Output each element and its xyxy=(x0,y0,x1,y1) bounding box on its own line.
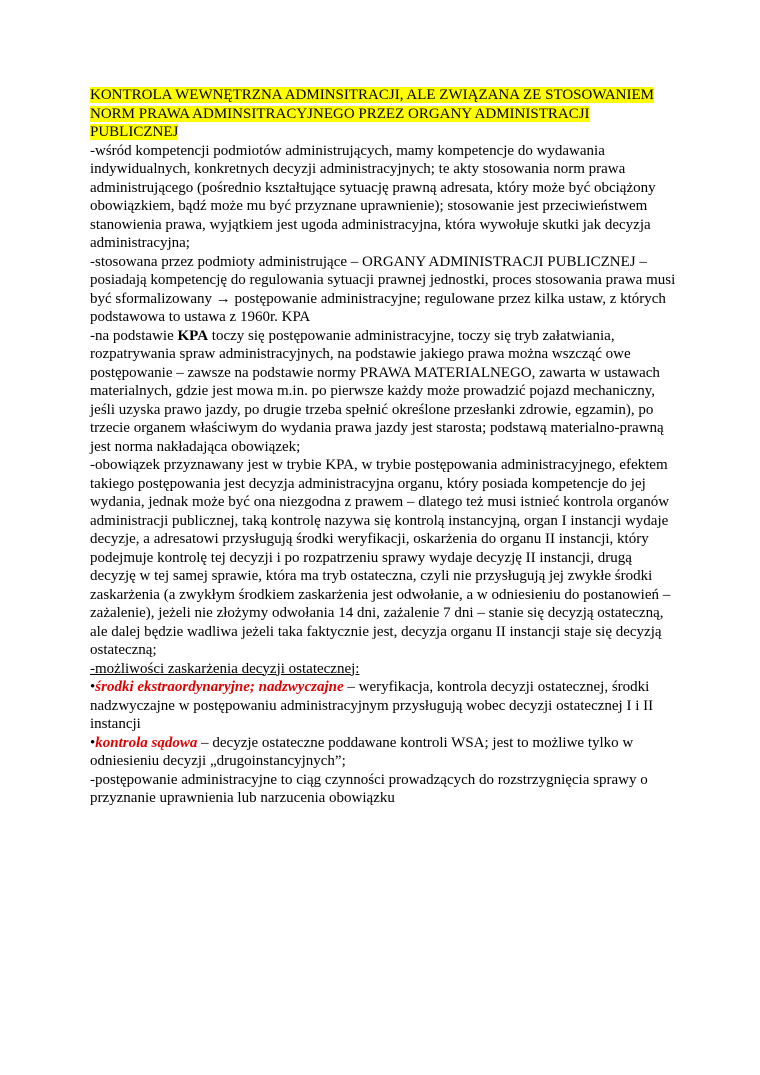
bullet-marker: • xyxy=(90,734,96,751)
paragraph-kpa-procedure xyxy=(90,327,676,457)
red-emphasis-text: środki ekstraordynaryjne; nadzwyczajne xyxy=(95,679,344,695)
bullet-item-extraordinary-measures xyxy=(90,678,676,734)
bullet-item-judicial-control xyxy=(90,734,676,771)
paragraph-text: -wśród kompetencji podmiotów administrujących, mamy kompetencje do wydawania indywidualnych, konkretnych decyzji administracyjnych; te akty stosowania norm prawa administrującego (pośrednio kształtujące sytuację prawną adresata, który może być obciążony obowiązkiem, bądź może mu być przyznane uprawnienie); stosowanie jest przeciwieństwem stanowienia prawa, wyjątkiem jest ugoda administracyjna, która wywołuje skutki jak decyzja administracyjna; xyxy=(90,142,656,251)
paragraph-text: toczy się postępowanie administracyjne, toczy się tryb załatwiania, rozpatrywania spraw administracyjnych, na podstawie jakiego prawa można wszcząć owe postępowanie – zawsze na podstawie normy PRAWA MATERIALNEGO, zawarta w ustawach materialnych, gdzie jest mowa m.in. po pierwsze każdy może prowadzić pojazd mechaniczny, jeśli uzyska prawo jazdy, po drugie trzeba spełnić określone przesłanki zdrowie, egzamin), po trzecie organem właściwym do wydania prawa jazdy jest starosta; podstawą materialno-prawną jest norma nakładająca obowiązek; xyxy=(90,327,664,455)
document-title xyxy=(90,86,676,142)
document-content xyxy=(90,86,676,808)
paragraph-instance-control xyxy=(90,456,676,660)
bullet-marker: • xyxy=(90,679,96,695)
paragraph-text: -na podstawie xyxy=(90,327,178,344)
paragraph-text: -postępowanie administracyjne to ciąg czynności prowadzących do rozstrzygnięcia sprawy o przyznanie uprawnienia lub narzucenia obowiązku xyxy=(90,771,648,806)
kpa-bold-text: KPA xyxy=(177,327,209,344)
paragraph-organs xyxy=(90,253,676,327)
section-heading-text: -możliwości zaskarżenia decyzji ostatecznej: xyxy=(90,660,360,677)
red-emphasis-text: kontrola sądowa xyxy=(95,734,198,751)
paragraph-competencies xyxy=(90,142,676,253)
title-highlighted-text: KONTROLA WEWNĘTRZNA ADMINSITRACJI, ALE ZWIĄZANA ZE STOSOWANIEM NORM PRAWA ADMINSITRACYJNEGO PRZEZ ORGANY ADMINISTRACJI PUBLICZNEJ xyxy=(90,87,654,140)
paragraph-text: -stosowana przez podmioty administrujące – ORGANY ADMINISTRACJI PUBLICZNEJ – posiadają kompetencję do regulowania sytuacji prawnej jednostki, proces stosowania prawa musi być sformalizowany → postępowanie administracyjne; regulowane przez kilka ustaw, z których podstawowa to ustawa z 1960r. KPA xyxy=(90,253,676,325)
paragraph-closing xyxy=(90,771,676,808)
bullet-body-text: – decyzje ostateczne poddawane kontroli WSA; jest to możliwe tylko w odniesieniu decyzji „drugoinstancyjnych”; xyxy=(90,734,634,769)
bullet-body-text: – weryfikacja, kontrola decyzji ostatecznej, środki nadzwyczajne w postępowaniu administracyjnym przysługują wobec decyzji ostatecznej I i II instancji xyxy=(90,679,654,732)
paragraph-text: -obowiązek przyznawany jest w trybie KPA, w trybie postępowania administracyjnego, efektem takiego postępowania jest decyzja administracyjna organu, który posiada kompetencje do jej wydania, jednak może być ona niezgodna z prawem – dlatego też musi istnieć kontrola organów administracji publicznej, taką kontrolę nazywa się kontrolą instancyjną, organ I instancji wydaje decyzje, a adresatowi przysługują środki weryfikacji, oskarżenia do organu II instancji, który podejmuje kontrolę tej decyzji i po rozpatrzeniu sprawy wydaje decyzję II instancji, drugą decyzję w tej samej sprawie, która ma tryb ostateczna, czyli nie przysługują jej zwykłe środki zaskarżenia (a zwykłym środkiem zaskarżenia jest odwołanie, a w odniesieniu do postanowień – zażalenie), jeżeli nie złożymy odwołania 14 dni, zażalenie 7 dni – stanie się decyzją ostateczną, ale dalej będzie wadliwa jeżeli taka faktycznie jest, decyzja organu II instancji staje się decyzją ostateczną; xyxy=(90,457,671,658)
section-heading xyxy=(90,660,676,679)
